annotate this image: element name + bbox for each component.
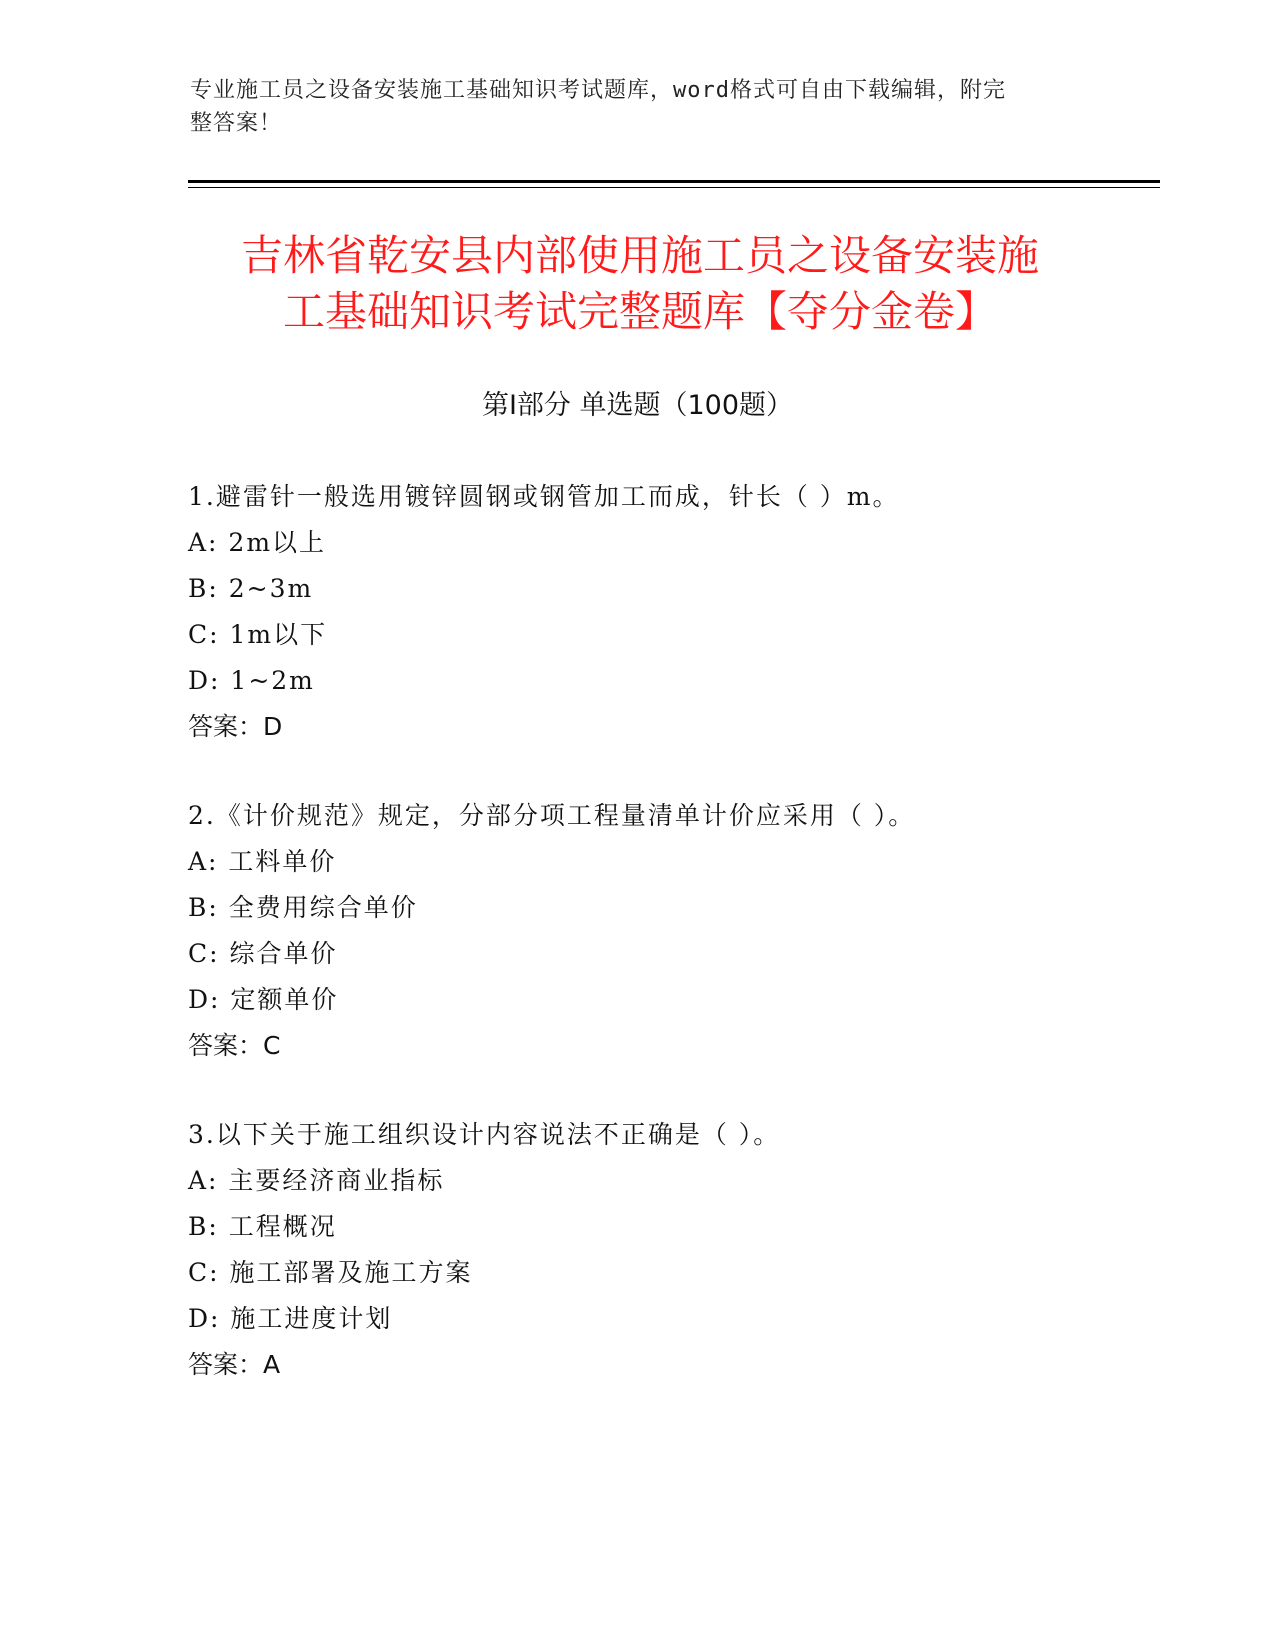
option-b: B: 2~3m (188, 574, 314, 603)
document-title (190, 228, 1090, 340)
answer-line: 答案：A (188, 1350, 281, 1379)
header-note-line-2: 整答案！ (190, 111, 283, 136)
option-c: C: 施工部署及施工方案 (188, 1258, 473, 1287)
header-divider-thin (188, 187, 1160, 188)
question-3 (188, 1112, 1148, 1388)
document-title-line-2: 工基础知识考试完整题库【夺分金卷】 (282, 287, 997, 336)
question-1 (188, 474, 1148, 750)
option-a: A: 主要经济商业指标 (188, 1166, 445, 1195)
option-c: C: 综合单价 (188, 939, 338, 968)
option-a: A: 2m以上 (188, 528, 327, 557)
option-d: D: 施工进度计划 (188, 1304, 393, 1333)
header-note (190, 74, 1090, 140)
option-c: C: 1m以下 (188, 620, 328, 649)
question-stem: 2.《计价规范》规定，分部分项工程量清单计价应采用（ ）。 (188, 801, 916, 830)
option-a: A: 工料单价 (188, 847, 337, 876)
answer-line: 答案：C (188, 1031, 281, 1060)
option-b: B: 工程概况 (188, 1212, 337, 1241)
question-stem: 1.避雷针一般选用镀锌圆钢或钢管加工而成，针长（ ）m。 (188, 482, 900, 511)
header-note-line-1: 专业施工员之设备安装施工基础知识考试题库，word格式可自由下载编辑，附完 (190, 78, 1006, 103)
option-d: D: 定额单价 (188, 985, 339, 1014)
header-divider-thick (188, 180, 1160, 183)
answer-line: 答案：D (188, 712, 283, 741)
section-heading: 第Ⅰ部分 单选题（100题） (481, 390, 794, 421)
option-b: B: 全费用综合单价 (188, 893, 418, 922)
document-title-line-1: 吉林省乾安县内部使用施工员之设备安装施 (240, 231, 1039, 280)
option-d: D: 1~2m (188, 666, 315, 695)
question-stem: 3.以下关于施工组织设计内容说法不正确是（ ）。 (188, 1120, 781, 1149)
question-2 (188, 793, 1148, 1069)
